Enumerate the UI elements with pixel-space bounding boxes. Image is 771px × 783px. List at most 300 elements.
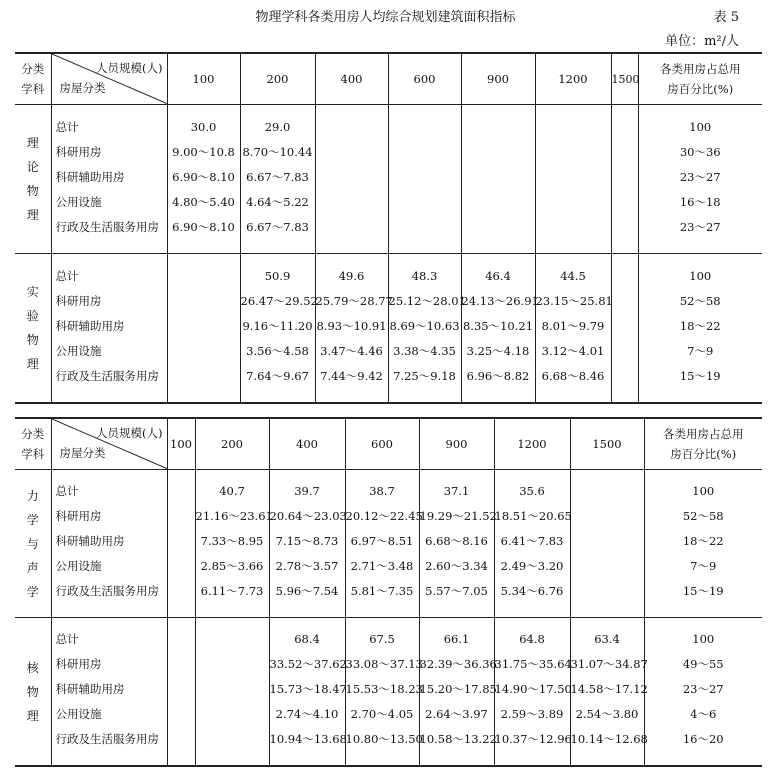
- value-cell: 6.97～8.51: [345, 528, 419, 553]
- subject-label: 学科: [21, 447, 45, 461]
- value-cell: 20.64～23.03: [269, 503, 345, 528]
- spacer-cell: [269, 751, 345, 766]
- percent-header-line1: 各类用房占总用: [660, 62, 741, 76]
- spacer-cell: [570, 603, 644, 618]
- value-cell: [388, 139, 461, 164]
- table-row: [15, 651, 762, 676]
- value-cell: 32.39～36.36: [419, 651, 494, 676]
- value-cell: [611, 313, 638, 338]
- spacer-cell: [419, 618, 494, 627]
- diagonal-header: [51, 418, 167, 470]
- document-title: 物理学科各类用房人均综合规划建筑面积指标: [255, 10, 516, 25]
- value-cell: 10.37～12.96: [494, 726, 570, 751]
- percent-cell: 18～22: [679, 318, 721, 333]
- value-cell: 5.57～7.05: [419, 578, 494, 603]
- value-cell: 2.64～3.97: [419, 701, 494, 726]
- value-cell: 2.74～4.10: [269, 701, 345, 726]
- value-cell: [570, 578, 644, 603]
- spacer-cell: [195, 470, 269, 479]
- table-row: [15, 503, 762, 528]
- spacer-cell: [494, 470, 570, 479]
- value-cell: 3.25～4.18: [461, 338, 535, 363]
- percent-cell: 23～27: [682, 681, 724, 696]
- spacer-cell: [388, 239, 461, 254]
- value-cell: 44.5: [535, 263, 611, 288]
- scale-header: 400: [269, 418, 345, 470]
- spacer-cell: [51, 751, 167, 766]
- percent-cell: 100: [689, 119, 712, 134]
- room-category-cell: 行政及生活服务用房: [51, 578, 167, 603]
- table-row: [15, 338, 762, 363]
- value-cell: 2.60～3.34: [419, 553, 494, 578]
- spacer-cell: [315, 388, 388, 403]
- subject-char: 物: [26, 684, 39, 699]
- percent-cell: 52～58: [679, 293, 721, 308]
- table-row: [15, 363, 762, 388]
- value-cell: [611, 214, 638, 239]
- group-spacer-top: [15, 470, 762, 479]
- table-row: [15, 676, 762, 701]
- table-row: [15, 288, 762, 313]
- value-cell: 2.85～3.66: [195, 553, 269, 578]
- percent-header-line1: 各类用房占总用: [663, 427, 744, 441]
- value-cell: [461, 189, 535, 214]
- spacer-cell: [195, 618, 269, 627]
- value-cell: [167, 701, 195, 726]
- value-cell: [195, 701, 269, 726]
- room-category-cell: 总计: [51, 478, 167, 503]
- value-cell: [535, 214, 611, 239]
- spacer-cell: [51, 470, 167, 479]
- room-category-cell: 公用设施: [51, 189, 167, 214]
- room-category-cell: 公用设施: [51, 338, 167, 363]
- subject-char: 核: [26, 660, 39, 675]
- spacer-cell: [345, 618, 419, 627]
- spacer-cell: [167, 618, 195, 627]
- spacer-cell: [570, 470, 644, 479]
- spacer-cell: [345, 470, 419, 479]
- value-cell: 15.20～17.85: [419, 676, 494, 701]
- percent-cell: 7～9: [690, 558, 717, 573]
- value-cell: [611, 114, 638, 139]
- spacer-cell: [167, 239, 240, 254]
- spacer-cell: [388, 105, 461, 115]
- value-cell: [570, 553, 644, 578]
- group-spacer-top: [15, 105, 762, 115]
- value-cell: [167, 676, 195, 701]
- percent-header: [638, 53, 762, 105]
- value-cell: 6.11～7.73: [195, 578, 269, 603]
- room-category-cell: 总计: [51, 626, 167, 651]
- table-row: [15, 578, 762, 603]
- spacer-cell: [269, 470, 345, 479]
- subject-label: 学科: [21, 82, 45, 96]
- value-cell: [570, 528, 644, 553]
- value-cell: [535, 139, 611, 164]
- spacer-cell: [535, 239, 611, 254]
- value-cell: [570, 478, 644, 503]
- value-cell: [388, 189, 461, 214]
- spacer-cell: [315, 254, 388, 264]
- value-cell: 10.94～13.68: [269, 726, 345, 751]
- category-label: 分类: [21, 62, 45, 76]
- value-cell: 6.41～7.83: [494, 528, 570, 553]
- unit-label: 单位：m²/人: [665, 34, 739, 49]
- value-cell: [611, 139, 638, 164]
- spacer-cell: [167, 254, 240, 264]
- spacer-cell: [611, 254, 638, 264]
- value-cell: 10.14～12.68: [570, 726, 644, 751]
- value-cell: [315, 164, 388, 189]
- table-row: [15, 528, 762, 553]
- subject-char: 理: [26, 208, 39, 222]
- value-cell: 7.64～9.67: [240, 363, 315, 388]
- subject-cell: [15, 254, 51, 404]
- percent-cell: 7～9: [687, 343, 714, 358]
- value-cell: 8.70～10.44: [240, 139, 315, 164]
- scale-header: 900: [419, 418, 494, 470]
- subject-char: 论: [26, 160, 39, 174]
- subject-char: 学: [26, 584, 39, 599]
- room-category-cell: 科研辅助用房: [51, 164, 167, 189]
- value-cell: 64.8: [494, 626, 570, 651]
- subject-char: 验: [26, 309, 39, 323]
- value-cell: [315, 139, 388, 164]
- value-cell: 15.73～18.47: [269, 676, 345, 701]
- subject-char: 与: [26, 536, 39, 551]
- room-category-cell: 公用设施: [51, 553, 167, 578]
- value-cell: 63.4: [570, 626, 644, 651]
- scale-header: 600: [345, 418, 419, 470]
- table-row: [15, 139, 762, 164]
- scale-header: 200: [195, 418, 269, 470]
- value-cell: [611, 338, 638, 363]
- scale-header: 1500: [611, 53, 638, 105]
- spacer-cell: [570, 751, 644, 766]
- value-cell: 6.67～7.83: [240, 214, 315, 239]
- scale-header: 100: [167, 418, 195, 470]
- value-cell: [611, 288, 638, 313]
- table1-header-row: [15, 53, 762, 105]
- table-row: [15, 214, 762, 239]
- value-cell: 6.90～8.10: [167, 164, 240, 189]
- percent-cell: 52～58: [682, 508, 724, 523]
- value-cell: 5.81～7.35: [345, 578, 419, 603]
- value-cell: 33.52～37.62: [269, 651, 345, 676]
- value-cell: [167, 626, 195, 651]
- percent-cell: 23～27: [679, 219, 721, 234]
- value-cell: 23.15～25.81: [535, 288, 611, 313]
- value-cell: 21.16～23.61: [195, 503, 269, 528]
- value-cell: [167, 651, 195, 676]
- value-cell: [315, 114, 388, 139]
- spacer-cell: [494, 603, 570, 618]
- value-cell: [388, 164, 461, 189]
- value-cell: 37.1: [419, 478, 494, 503]
- spacer-cell: [638, 239, 762, 254]
- percent-cell: 18～22: [682, 533, 724, 548]
- value-cell: [535, 114, 611, 139]
- table-row: [15, 478, 762, 503]
- spacer-cell: [269, 618, 345, 627]
- spacer-cell: [240, 105, 315, 115]
- spacer-cell: [51, 254, 167, 264]
- value-cell: [167, 478, 195, 503]
- spacer-cell: [167, 388, 240, 403]
- group-spacer-top: [15, 254, 762, 264]
- value-cell: 8.69～10.63: [388, 313, 461, 338]
- value-cell: 66.1: [419, 626, 494, 651]
- value-cell: [167, 578, 195, 603]
- value-cell: [570, 503, 644, 528]
- group-spacer-bottom: [15, 751, 762, 766]
- value-cell: 35.6: [494, 478, 570, 503]
- room-category-cell: 科研辅助用房: [51, 676, 167, 701]
- value-cell: 7.44～9.42: [315, 363, 388, 388]
- value-cell: 7.15～8.73: [269, 528, 345, 553]
- spacer-cell: [461, 239, 535, 254]
- group-spacer-bottom: [15, 239, 762, 254]
- diagonal-header: [51, 53, 167, 105]
- table-row: [15, 626, 762, 651]
- value-cell: 6.67～7.83: [240, 164, 315, 189]
- value-cell: 4.64～5.22: [240, 189, 315, 214]
- value-cell: 31.75～35.64: [494, 651, 570, 676]
- percent-cell: 15～19: [682, 583, 724, 598]
- value-cell: [461, 139, 535, 164]
- percent-cell: 100: [689, 268, 712, 283]
- value-cell: 33.08～37.13: [345, 651, 419, 676]
- value-cell: 24.13～26.91: [461, 288, 535, 313]
- table-row: [15, 313, 762, 338]
- value-cell: 6.68～8.16: [419, 528, 494, 553]
- value-cell: [535, 189, 611, 214]
- group-spacer-bottom: [15, 603, 762, 618]
- category-header: [15, 418, 51, 470]
- value-cell: 2.78～3.57: [269, 553, 345, 578]
- scale-header: 200: [240, 53, 315, 105]
- value-cell: 8.93～10.91: [315, 313, 388, 338]
- subject-char: 学: [26, 512, 39, 527]
- value-cell: 5.34～6.76: [494, 578, 570, 603]
- value-cell: [611, 363, 638, 388]
- value-cell: 2.71～3.48: [345, 553, 419, 578]
- percent-header: [644, 418, 762, 470]
- table-row: [15, 189, 762, 214]
- value-cell: 6.90～8.10: [167, 214, 240, 239]
- value-cell: [461, 164, 535, 189]
- spacer-cell: [167, 603, 195, 618]
- value-cell: 38.7: [345, 478, 419, 503]
- room-header-label: 房屋分类: [59, 446, 106, 460]
- value-cell: 2.54～3.80: [570, 701, 644, 726]
- subject-char: 力: [26, 488, 39, 503]
- value-cell: 9.00～10.8: [167, 139, 240, 164]
- value-cell: [461, 214, 535, 239]
- value-cell: 10.58～13.22: [419, 726, 494, 751]
- spacer-cell: [494, 751, 570, 766]
- value-cell: [195, 726, 269, 751]
- value-cell: 25.79～28.77: [315, 288, 388, 313]
- value-cell: 39.7: [269, 478, 345, 503]
- subject-char: 理: [26, 708, 39, 723]
- value-cell: 5.96～7.54: [269, 578, 345, 603]
- room-category-cell: 公用设施: [51, 701, 167, 726]
- value-cell: 15.53～18.23: [345, 676, 419, 701]
- spacer-cell: [51, 239, 167, 254]
- value-cell: 6.68～8.46: [535, 363, 611, 388]
- value-cell: [535, 164, 611, 189]
- value-cell: 3.47～4.46: [315, 338, 388, 363]
- table-row: [15, 114, 762, 139]
- spacer-cell: [611, 388, 638, 403]
- value-cell: 10.80～13.50: [345, 726, 419, 751]
- spacer-cell: [570, 618, 644, 627]
- table-row: [15, 553, 762, 578]
- scale-header: 1200: [494, 418, 570, 470]
- percent-cell: 16～20: [682, 731, 724, 746]
- value-cell: 6.96～8.82: [461, 363, 535, 388]
- spacer-cell: [51, 603, 167, 618]
- spacer-cell: [638, 388, 762, 403]
- value-cell: 9.16～11.20: [240, 313, 315, 338]
- spacer-cell: [240, 254, 315, 264]
- room-category-cell: 科研辅助用房: [51, 528, 167, 553]
- value-cell: 67.5: [345, 626, 419, 651]
- value-cell: 7.25～9.18: [388, 363, 461, 388]
- spacer-cell: [535, 254, 611, 264]
- spacer-cell: [611, 105, 638, 115]
- spacer-cell: [419, 470, 494, 479]
- spacer-cell: [644, 751, 762, 766]
- value-cell: 31.07～34.87: [570, 651, 644, 676]
- scale-header: 1500: [570, 418, 644, 470]
- value-cell: [195, 651, 269, 676]
- room-category-cell: 行政及生活服务用房: [51, 726, 167, 751]
- percent-cell: 16～18: [679, 194, 721, 209]
- spacer-cell: [195, 603, 269, 618]
- table-row: [15, 726, 762, 751]
- value-cell: 3.12～4.01: [535, 338, 611, 363]
- spacer-cell: [611, 239, 638, 254]
- percent-header-line2: 房百分比(%): [667, 82, 734, 96]
- room-header-label: 房屋分类: [59, 81, 106, 95]
- value-cell: [167, 288, 240, 313]
- spacer-cell: [195, 751, 269, 766]
- scale-header: 600: [388, 53, 461, 105]
- scale-header-label: 人员规模(人): [96, 61, 163, 75]
- table-theoretical-experimental-physics: [15, 52, 762, 404]
- spacer-cell: [644, 470, 762, 479]
- value-cell: [315, 214, 388, 239]
- value-cell: 3.56～4.58: [240, 338, 315, 363]
- room-category-cell: 行政及生活服务用房: [51, 214, 167, 239]
- table-number: 表 5: [713, 10, 739, 25]
- value-cell: 2.49～3.20: [494, 553, 570, 578]
- value-cell: 7.33～8.95: [195, 528, 269, 553]
- percent-cell: 23～27: [679, 169, 721, 184]
- category-label: 分类: [21, 427, 45, 441]
- value-cell: 8.35～10.21: [461, 313, 535, 338]
- spacer-cell: [644, 618, 762, 627]
- value-cell: [315, 189, 388, 214]
- percent-header-line2: 房百分比(%): [670, 447, 737, 461]
- room-category-cell: 总计: [51, 114, 167, 139]
- value-cell: 40.7: [195, 478, 269, 503]
- table-mechanics-nuclear-physics: [15, 417, 762, 767]
- room-category-cell: 科研用房: [51, 139, 167, 164]
- value-cell: 18.51～20.65: [494, 503, 570, 528]
- spacer-cell: [167, 470, 195, 479]
- room-category-cell: 行政及生活服务用房: [51, 363, 167, 388]
- value-cell: 14.90～17.50: [494, 676, 570, 701]
- spacer-cell: [51, 105, 167, 115]
- value-cell: [388, 114, 461, 139]
- value-cell: 29.0: [240, 114, 315, 139]
- value-cell: 48.3: [388, 263, 461, 288]
- spacer-cell: [535, 105, 611, 115]
- percent-cell: 30～36: [679, 144, 721, 159]
- spacer-cell: [535, 388, 611, 403]
- value-cell: 2.59～3.89: [494, 701, 570, 726]
- value-cell: [611, 263, 638, 288]
- spacer-cell: [388, 388, 461, 403]
- spacer-cell: [315, 239, 388, 254]
- subject-cell: [15, 618, 51, 767]
- room-category-cell: 科研用房: [51, 651, 167, 676]
- value-cell: [167, 363, 240, 388]
- spacer-cell: [461, 105, 535, 115]
- value-cell: 14.58～17.12: [570, 676, 644, 701]
- spacer-cell: [269, 603, 345, 618]
- table-row: [15, 263, 762, 288]
- spacer-cell: [638, 254, 762, 264]
- value-cell: 8.01～9.79: [535, 313, 611, 338]
- value-cell: [388, 214, 461, 239]
- subject-char: 物: [26, 333, 39, 347]
- percent-cell: 15～19: [679, 368, 721, 383]
- value-cell: [167, 553, 195, 578]
- value-cell: [167, 503, 195, 528]
- spacer-cell: [644, 603, 762, 618]
- value-cell: 26.47～29.52: [240, 288, 315, 313]
- subject-char: 理: [26, 136, 39, 150]
- subject-char: 实: [26, 285, 39, 299]
- room-category-cell: 科研用房: [51, 288, 167, 313]
- value-cell: 4.80～5.40: [167, 189, 240, 214]
- value-cell: 3.38～4.35: [388, 338, 461, 363]
- spacer-cell: [240, 239, 315, 254]
- value-cell: 49.6: [315, 263, 388, 288]
- value-cell: [167, 338, 240, 363]
- value-cell: [461, 114, 535, 139]
- value-cell: [611, 164, 638, 189]
- value-cell: [167, 528, 195, 553]
- spacer-cell: [240, 388, 315, 403]
- value-cell: [167, 726, 195, 751]
- table-row: [15, 164, 762, 189]
- value-cell: 50.9: [240, 263, 315, 288]
- subject-cell: [15, 470, 51, 618]
- value-cell: 2.70～4.05: [345, 701, 419, 726]
- value-cell: 19.29～21.52: [419, 503, 494, 528]
- scale-header: 1200: [535, 53, 611, 105]
- spacer-cell: [345, 751, 419, 766]
- spacer-cell: [51, 388, 167, 403]
- room-category-cell: 科研用房: [51, 503, 167, 528]
- spacer-cell: [638, 105, 762, 115]
- subject-cell: [15, 105, 51, 254]
